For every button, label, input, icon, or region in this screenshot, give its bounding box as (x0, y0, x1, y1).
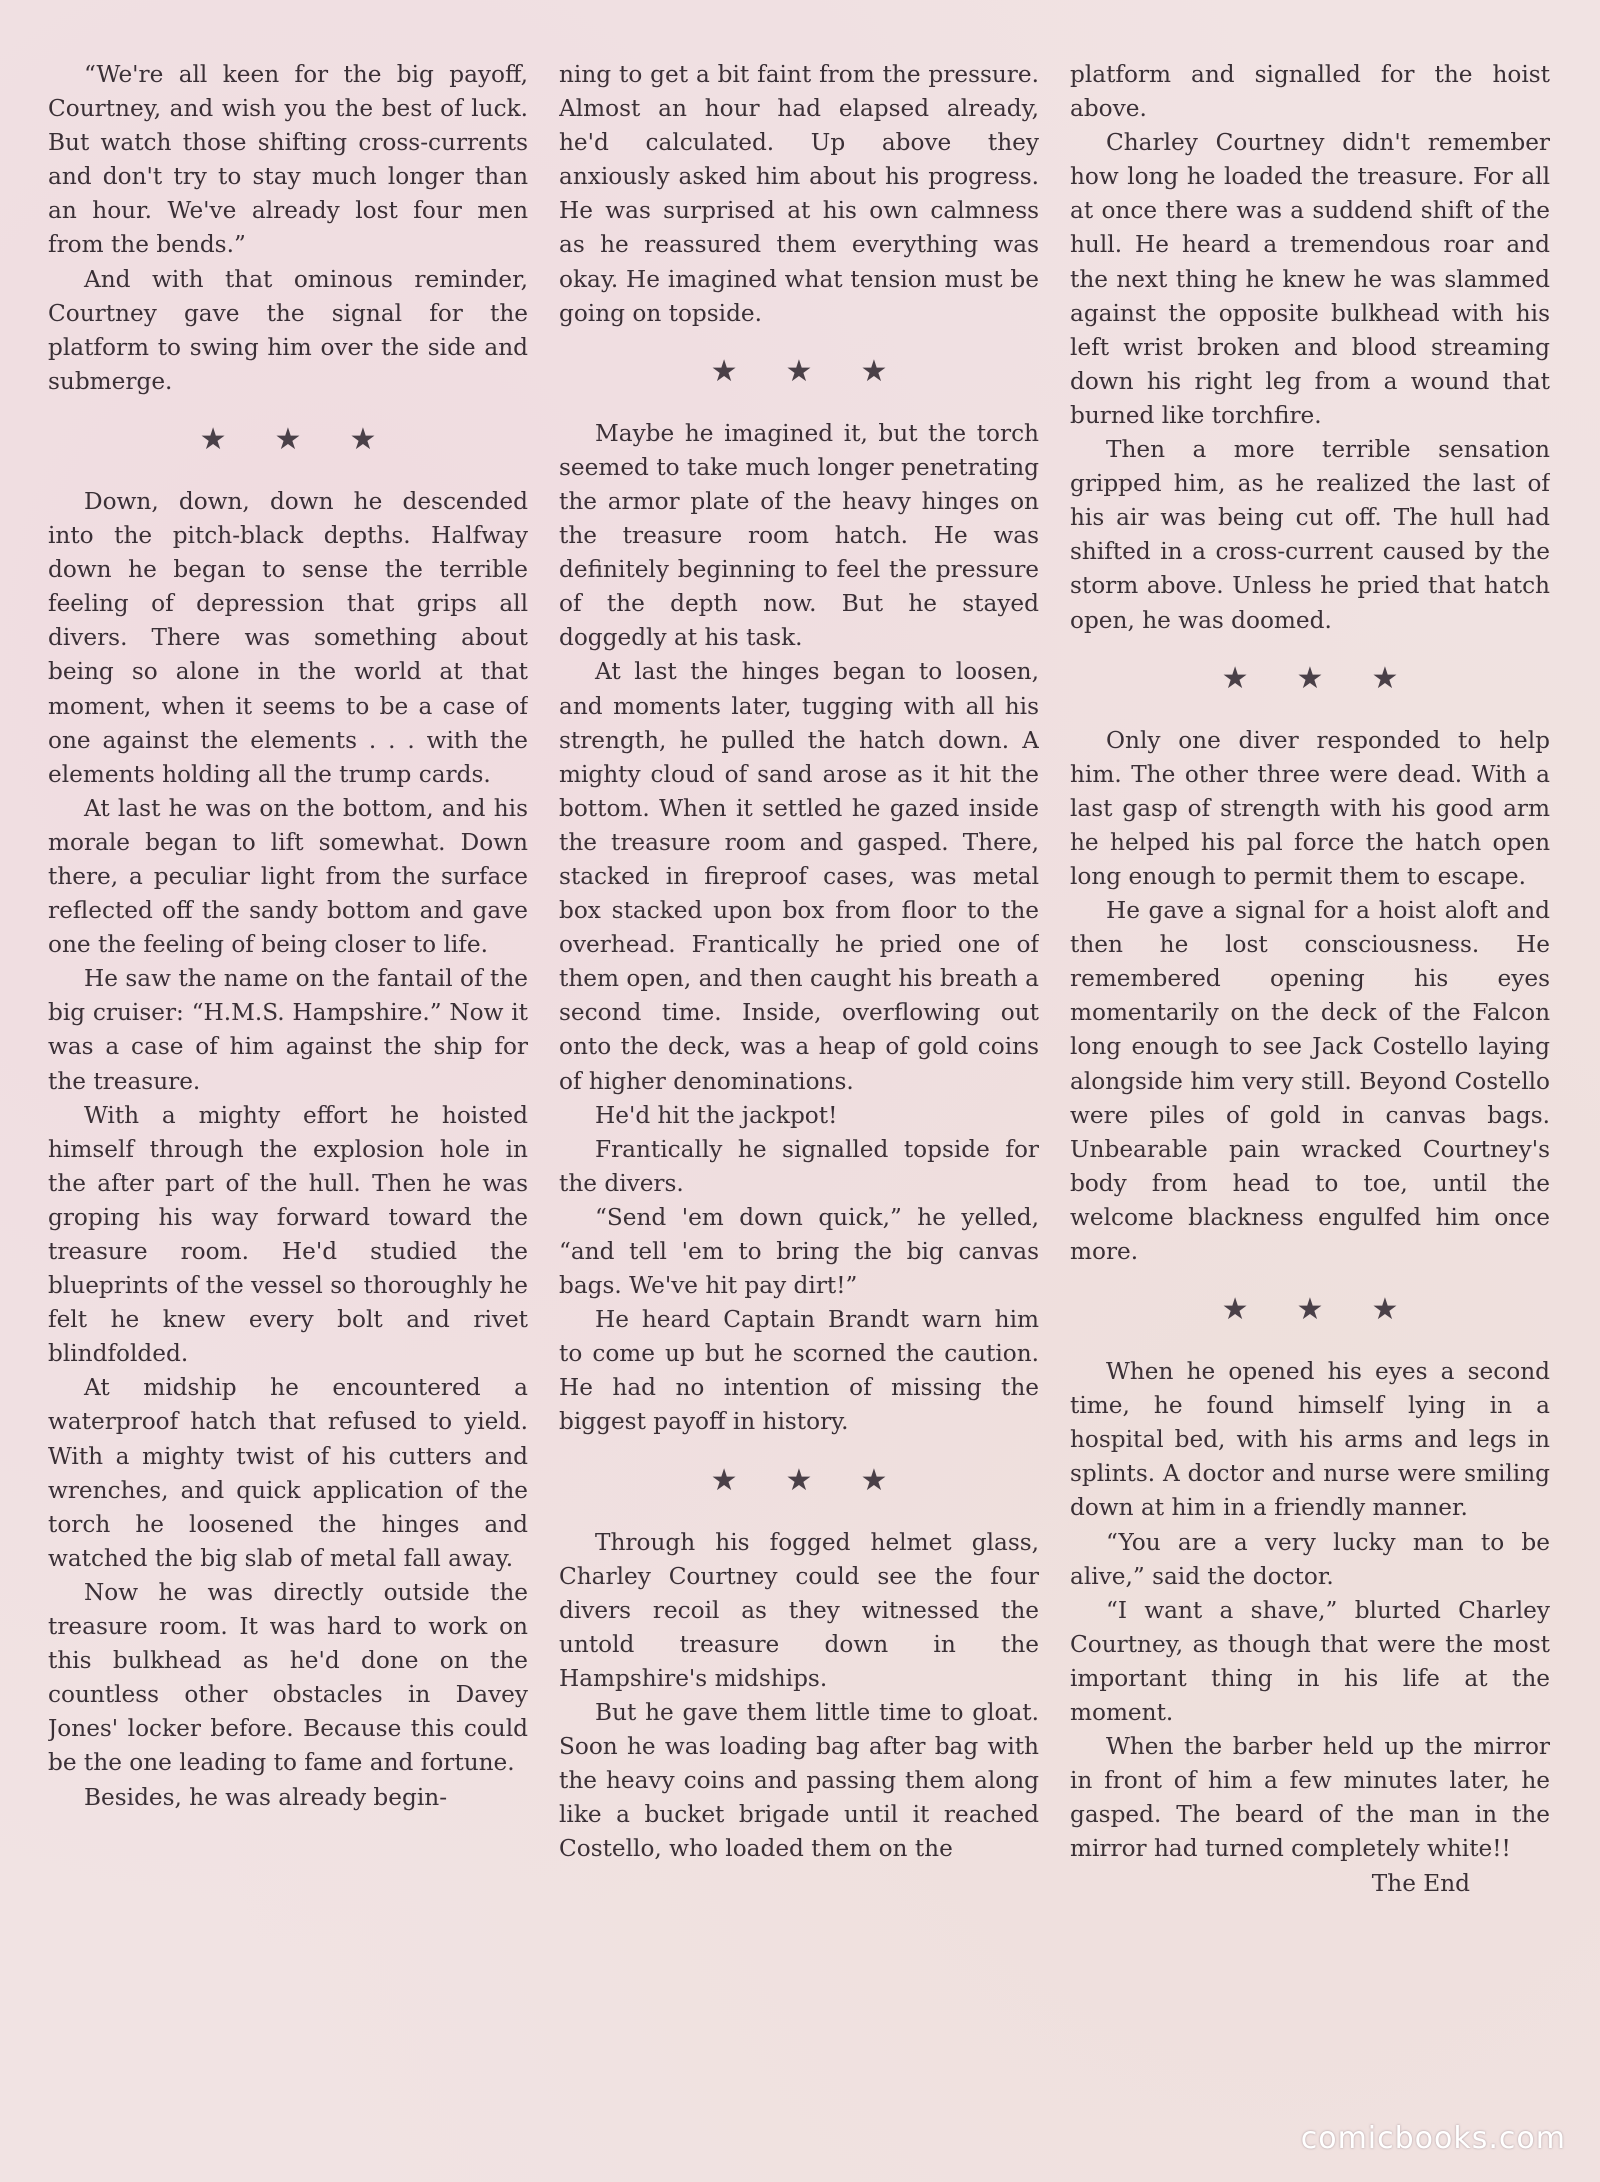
paragraph: He saw the name on the fantail of the big cruiser: “H.M.S. Hampshire.” Now it was a case of him against the ship for the treasure. (48, 965, 528, 1095)
paragraph: Frantically he signalled topside for the divers. (559, 1135, 1039, 1197)
text-columns (48, 58, 1550, 2118)
paragraph: He heard Captain Brandt warn him to come up but he scorned the caution. He had no intention of missing the biggest payoff in history. (559, 1306, 1039, 1436)
paragraph: When the barber held up the mirror in front of him a few minutes later, he gasped. The beard of the man in the mirror had turned completely white!! (1070, 1733, 1550, 1863)
section-break-stars: ★★★ (199, 421, 425, 457)
paragraph: Through his fogged helmet glass, Charley Courtney could see the four divers recoil as they witnessed the untold treasure down in the Hampshire's midships. (559, 1528, 1039, 1692)
paragraph: Charley Courtney didn't remember how long he loaded the treasure. For all at once there was a suddend shift of the hull. He heard a tremendous roar and the next thing he knew he was slammed against the opposite bulkhead with his left wrist broken and blood streaming down his right leg from a wound that burned like torchfire. (1070, 129, 1550, 429)
paragraph: With a mighty effort he hoisted himself through the explosion hole in the after part of the hull. Then he was groping his way forward toward the treasure room. He'd studied the blueprints of the vessel so thoroughly he felt he knew every bolt and rivet blindfolded. (48, 1101, 528, 1368)
paragraph: Down, down, down he descended into the pitch-black depths. Halfway down he began to sense the terrible feeling of depression that grips all divers. There was something about being so alone in the world at that moment, when it seems to be a case of one against the elements . . . with the elements holding all the trump cards. (48, 487, 528, 788)
paragraph: At last he was on the bottom, and his morale began to lift somewhat. Down there, a peculiar light from the surface reflected off the sandy bottom and gave one the feeling of being closer to life. (48, 794, 528, 959)
paragraph: But he gave them little time to gloat. Soon he was loading bag after bag with the heavy coins and passing them along like a bucket brigade until it reached Costello, who loaded them on the (559, 1699, 1039, 1863)
paragraph: “I want a shave,” blurted Charley Courtney, as though that were the most important thing in his life at the moment. (1070, 1596, 1550, 1727)
column-3 (1070, 58, 1550, 2118)
section-break-stars: ★★★ (710, 353, 936, 389)
paragraph: When he opened his eyes a second time, he found himself lying in a hospital bed, with his arms and legs in splints. A doctor and nurse were smiling down at him in a friendly manner. (1070, 1358, 1550, 1522)
paragraph: He'd hit the jackpot! (595, 1101, 838, 1129)
paragraph: “You are a very lucky man to be alive,” said the doctor. (1070, 1528, 1550, 1590)
column-1 (48, 58, 528, 2118)
section-break-stars: ★★★ (1221, 660, 1447, 696)
paragraph: Then a more terrible sensation gripped him, as he realized the last of his air was being cut off. The hull had shifted in a cross-current caused by the storm above. Unless he pried that hatch open, he was doomed. (1070, 436, 1550, 634)
paragraph: Now he was directly outside the treasure room. It was hard to work on this bulkhead as he'd done on the countless other obstacles in Davey Jones' locker before. Because this could be the one leading to fame and fortune. (48, 1578, 528, 1777)
paragraph: At midship he encountered a waterproof hatch that refused to yield. With a mighty twist of his cutters and wrenches, and quick application of the torch he loosened the hinges and watched the big slab of metal fall away. (48, 1374, 528, 1572)
paragraph: “We're all keen for the big payoff, Courtney, and wish you the best of luck. But watch those shifting cross-currents and don't try to stay much longer than an hour. We've already lost four men from the bends.” (48, 61, 528, 259)
paragraph: He gave a signal for a hoist aloft and then he lost consciousness. He remembered opening his eyes momentarily on the deck of the Falcon long enough to see Jack Costello laying alongside him very still. Beyond Costello were piles of gold in canvas bags. Unbearable pain wracked Courtney's body from head to toe, until the welcome blackness engulfed him once more. (1070, 897, 1550, 1265)
column-2 (559, 58, 1039, 2118)
paragraph: And with that ominous reminder, Courtney gave the signal for the platform to swing him over the side and submerge. (48, 265, 528, 395)
paragraph: ning to get a bit faint from the pressure. Almost an hour had elapsed already, he'd calculated. Up above they anxiously asked him about his progress. He was surprised at his own calmness as he reassured them everything was okay. He imagined what tension must be going on topside. (559, 61, 1039, 327)
paragraph: At last the hinges began to loosen, and moments later, tugging with all his strength, he pulled the hatch down. A mighty cloud of sand arose as it hit the bottom. When it settled he gazed inside the treasure room and gasped. There, stacked in fireproof cases, was metal box stacked upon box from floor to the overhead. Frantically he pried one of them open, and then caught his breath a second time. Inside, overflowing out onto the deck, was a heap of gold coins of higher denominations. (559, 658, 1039, 1095)
paragraph: Besides, he was already begin- (84, 1783, 448, 1811)
watermark: comicbooks.com (1300, 2121, 1566, 2156)
section-break-stars: ★★★ (710, 1462, 936, 1498)
paragraph: Only one diver responded to help him. The other three were dead. With a last gasp of strength with his good arm he helped his pal force the hatch open long enough to permit them to escape. (1070, 726, 1550, 890)
the-end-label: The End (1371, 1869, 1470, 1897)
section-break-stars: ★★★ (1221, 1292, 1447, 1328)
paragraph: Maybe he imagined it, but the torch seemed to take much longer penetrating the armor plate of the heavy hinges on the treasure room hatch. He was definitely beginning to feel the pressure of the depth now. But he stayed doggedly at his task. (559, 419, 1039, 652)
paragraph: “Send 'em down quick,” he yelled, “and tell 'em to bring the big canvas bags. We've hit pay dirt!” (559, 1203, 1039, 1300)
paragraph: platform and signalled for the hoist above. (1070, 61, 1550, 123)
